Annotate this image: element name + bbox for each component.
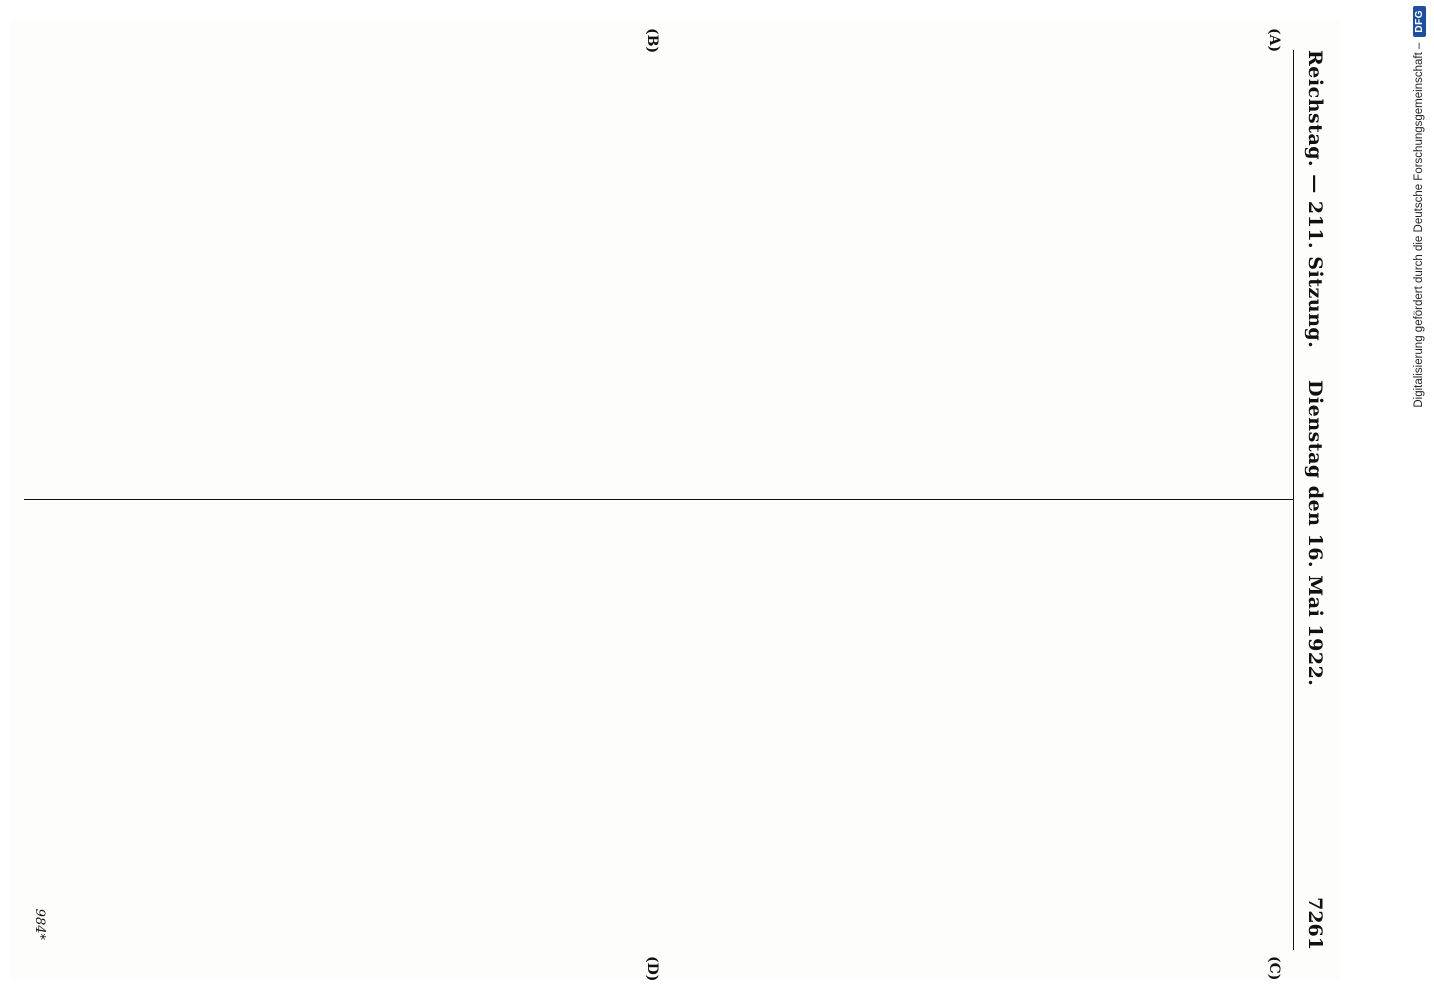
rotated-document-page <box>10 20 1340 980</box>
funding-note-text: Digitalisierung gefördert durch die Deutsche Forschungsgemeinschaft – <box>1413 42 1425 408</box>
column-divider <box>24 499 1294 500</box>
margin-letter-a: (A) <box>1266 28 1282 53</box>
page-number: 7261 <box>1304 897 1326 950</box>
right-text-column <box>36 514 1286 938</box>
margin-letter-c: (C) <box>1266 956 1282 981</box>
footer-mark: 984* <box>32 908 47 940</box>
funding-note <box>1409 6 1429 994</box>
header-rule <box>1293 50 1294 950</box>
page-header <box>1296 50 1330 950</box>
running-head-date: Dienstag den 16. Mai 1922. <box>1304 380 1326 687</box>
margin-letter-d: (D) <box>644 956 660 982</box>
running-head-left: Reichstag. — 211. Sitzung. <box>1304 50 1326 349</box>
dfg-logo: DFG <box>1413 6 1426 37</box>
left-text-column <box>36 58 1286 482</box>
side-note-strip <box>1409 6 1429 994</box>
margin-letter-b: (B) <box>644 28 660 54</box>
